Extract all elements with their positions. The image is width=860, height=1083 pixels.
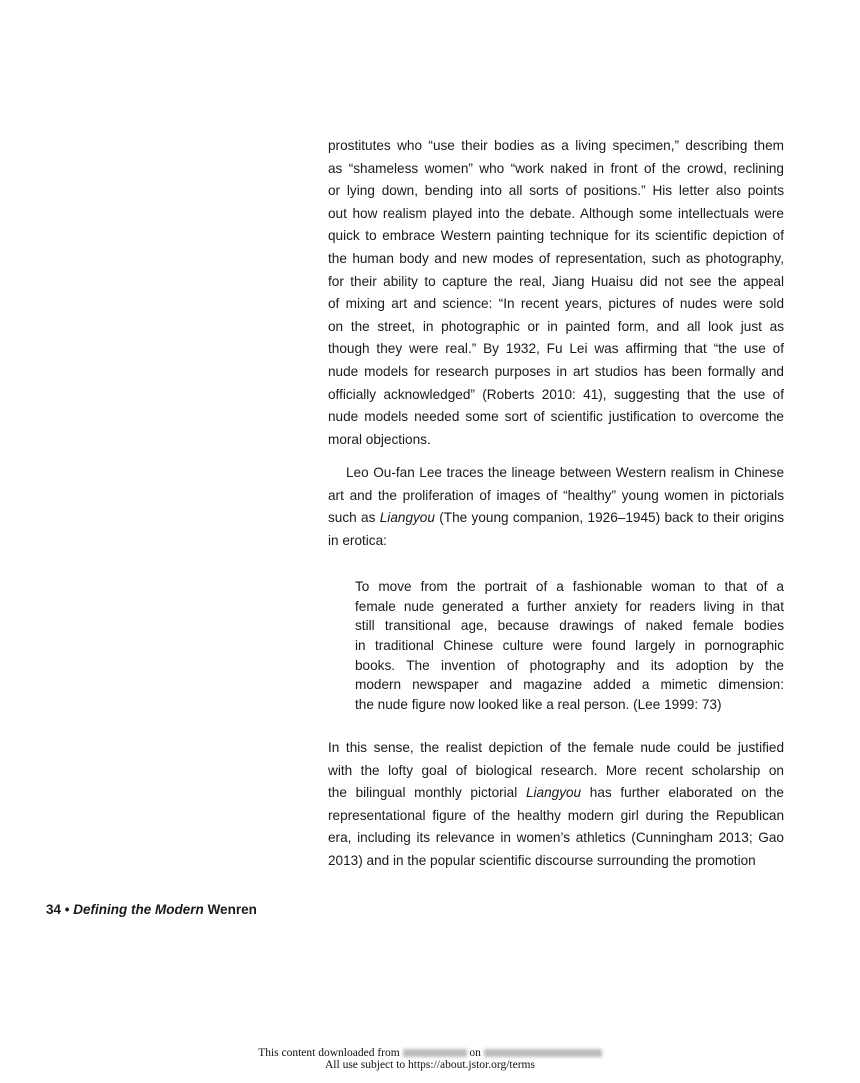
text-line: though they were real.” By 1932, Fu Lei was affirming that “the use of xyxy=(328,341,784,357)
block-quote xyxy=(355,577,784,715)
text-line: books. The invention of photography and its adoption by the xyxy=(355,657,784,673)
text-line: In this sense, the realist depiction of the female nude could be justified xyxy=(328,740,784,755)
running-footer xyxy=(46,902,257,917)
text-line: quick to embrace Western painting technique for its scientific depiction of xyxy=(328,228,784,244)
text-line: era, including its relevance in women’s athletics (Cunningham 2013; Gao xyxy=(328,830,784,846)
text-line: To move from the portrait of a fashionable woman to that of a xyxy=(355,579,784,594)
text-line: moral objections. xyxy=(328,431,431,447)
download-on: on xyxy=(469,1047,481,1059)
text-line: or lying down, bending into all sorts of positions.” His letter also points xyxy=(328,183,784,199)
text-line: Leo Ou-fan Lee traces the lineage between Western realism in Chinese xyxy=(346,465,784,480)
text-line: modern newspaper and magazine added a mimetic dimension: xyxy=(355,677,784,693)
text-line: out how realism played into the debate. Although some intellectuals were xyxy=(328,205,784,221)
text-line: still transitional age, because drawings of naked female bodies xyxy=(355,618,784,634)
book-title-italic: Defining the Modern xyxy=(73,902,204,917)
terms-line[interactable]: All use subject to https://about.jstor.org/terms xyxy=(325,1059,535,1071)
redacted-date xyxy=(484,1049,602,1057)
redacted-ip xyxy=(403,1049,467,1057)
text-line: prostitutes who “use their bodies as a living specimen,” describing them xyxy=(328,138,784,153)
bullet: • xyxy=(64,902,70,917)
text-line: the human body and new modes of representation, such as photography, xyxy=(328,250,784,266)
page-number: 34 xyxy=(46,902,62,917)
book-title-roman: Wenren xyxy=(207,902,257,917)
paragraph-1 xyxy=(328,135,784,451)
text-line: representational figure of the healthy modern girl during the Republican xyxy=(328,807,784,823)
text-line: such as Liangyou (The young companion, 1926–1945) back to their origins xyxy=(328,510,785,526)
paragraph-3 xyxy=(328,737,784,873)
text-line: female nude generated a further anxiety for readers living in that xyxy=(355,598,784,614)
text-line: officially acknowledged” (Roberts 2010: 41), suggesting that the use of xyxy=(328,386,784,402)
text-line: for their ability to capture the real, Jiang Huaisu did not see the appeal xyxy=(328,273,784,289)
text-line: with the lofty goal of biological research. More recent scholarship on xyxy=(328,762,784,778)
paragraph-2 xyxy=(328,462,784,552)
text-line: nude models for research purposes in art studios has been formally and xyxy=(328,363,784,379)
download-prefix: This content downloaded from xyxy=(258,1047,400,1059)
text-line: of mixing art and science: “In recent years, pictures of nudes were sold xyxy=(328,296,784,312)
jstor-notice xyxy=(0,1047,860,1071)
text-line: as “shameless women” who “work naked in front of the crowd, reclining xyxy=(328,160,784,176)
text-line: the nude figure now looked like a real person. (Lee 1999: 73) xyxy=(355,697,722,713)
text-line: in erotica: xyxy=(328,532,387,548)
text-line: 2013) and in the popular scientific discourse surrounding the promotion xyxy=(328,852,756,868)
download-line xyxy=(0,1047,860,1059)
text-line: nude models needed some sort of scientific justification to overcome the xyxy=(328,409,784,425)
text-line: art and the proliferation of images of “healthy” young women in pictorials xyxy=(328,487,784,503)
text-line: the bilingual monthly pictorial Liangyou has further elaborated on the xyxy=(328,785,784,801)
text-line: on the street, in photographic or in painted form, and all look just as xyxy=(328,318,784,334)
text-line: in traditional Chinese culture were found largely in pornographic xyxy=(355,638,784,654)
